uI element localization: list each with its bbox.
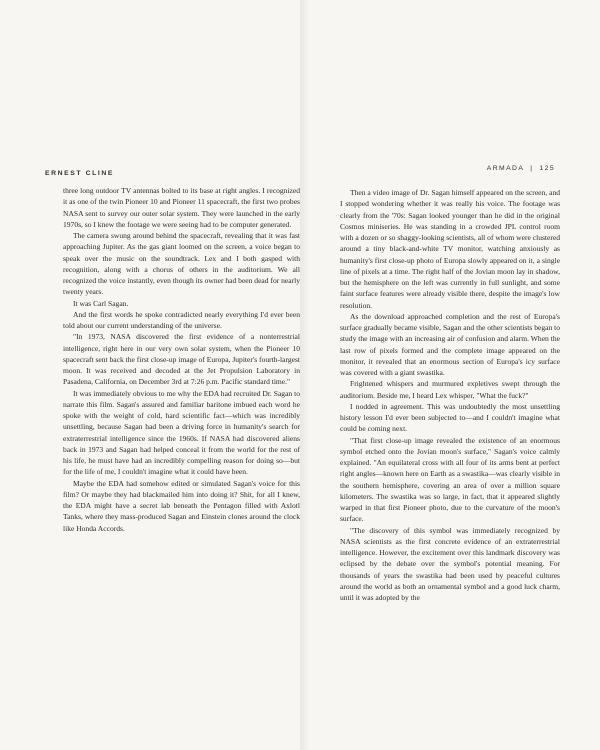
paragraph: And the first words he spoke contradicted nearly everything I'd ever been told about our current understanding of the universe. (63, 309, 300, 330)
book-title: ARMADA (486, 165, 525, 172)
paragraph: The camera swung around behind the spacecraft, revealing that it was fast approaching Jupiter. As the gas giant loomed on the screen, a voice began to speak over the music on the soundtrack. Lex and I both gasped with recognition, along with a chorus of others in the auditorium. We all recognized the voice instantly, even though its owner had been dead for nearly twenty years. (63, 231, 300, 297)
left-page-text (63, 185, 300, 534)
paragraph: Then a video image of Dr. Sagan himself appeared on the screen, and I stopped wondering whether it was really his voice. The footage was clearly from the '70s: Sagan looked younger than he did in the original Cosmos miniseries. He was standing in a crowded JPL control room with a dozen or so shaggy-looking scientists, all of whom were clustered around a tiny black-and-white TV monitor, watching anxiously as humanity's first close-up photo of Europa slowly appeared on it, a single line of pixels at a time. The right half of the Jovian moon lay in shadow, but the hemisphere on the left was currently in full sunlight, and some faint surface features were already visible there, despite the image's low resolution. (340, 188, 560, 310)
paragraph: As the download approached completion and the rest of Europa's surface gradually became visible, Sagan and the other scientists began to study the image with an increasing air of confusion and alarm. When the last row of pixels formed and the complete image appeared on the monitor, it revealed that an enormous section of Europa's icy surface was covered with a giant swastika. (340, 311, 560, 377)
paragraph: It was Carl Sagan. (73, 298, 129, 308)
paragraph: "The discovery of this symbol was immediately recognized by NASA scientists as the first concrete evidence of an extraterrestrial intelligence. However, the excitement over this landmark discovery was eclipsed by the debate over the symbol's potential meaning. For thousands of years the swastika had been used by peaceful cultures around the world as both an ornamental symbol and a good luck charm, until it was adopted by the (340, 525, 560, 602)
paragraph: It was immediately obvious to me why the EDA had recruited Dr. Sagan to narrate this film. Sagan's assured and familiar baritone imbued each word he spoke with the weight of cold, hard scientific fact—which was incredibly unsettling, because Sagan had been a driving force in humanity's search for extraterrestrial intelligence since the 1960s. If NASA had discovered aliens back in 1973 and Sagan had helped conceal it from the world for the rest of his life, he must have had an incredibly compelling reason for doing so—but for the life of me, I couldn't imagine what it could have been. (63, 388, 300, 477)
page-number: 125 (539, 165, 555, 172)
paragraph: I nodded in agreement. This was undoubtedly the most unsettling history lesson I'd ever been subjected to—and I couldn't imagine what could be coming next. (340, 401, 560, 434)
right-page-text (340, 187, 560, 603)
running-head-author: ERNEST CLINE (45, 170, 115, 177)
paragraph: Maybe the EDA had somehow edited or simulated Sagan's voice for this film? Or maybe they had blackmailed him into doing it? Shit, for all I knew, the EDA might have a secret lab beneath the Pentagon filled with Axlotl Tanks, where they mass-produced Sagan and Einstein clones around the clock like Honda Accords. (63, 478, 300, 533)
paragraph: "That first close-up image revealed the existence of an enormous symbol etched onto the Jovian moon's surface," Sagan's voice calmly explained. "An equilateral cross with all four of its arms bent at perfect right angles—known here on Earth as a swastika—was clearly visible in the southern hemisphere, covering an area of over a million square kilometers. The swastika was so large, in fact, that it appeared slightly warped in that first Pioneer photo, due to the curvature of the moon's surface. (340, 435, 560, 524)
book-gutter (300, 0, 310, 750)
paragraph: Frightened whispers and murmured expletives swept through the auditorium. Beside me, I heard Lex whisper, "What the fuck?" (340, 379, 560, 400)
running-head-title-and-page (487, 165, 555, 172)
header-separator: | (530, 165, 534, 172)
paragraph: three long outdoor TV antennas bolted to its base at right angles. I recognized it as one of the twin Pioneer 10 and Pioneer 11 spacecraft, the first two probes NASA sent to survey our outer solar system. They were launched in the early 1970s, so I knew the footage we were seeing had to be computer generated. (63, 186, 300, 229)
paragraph: "In 1973, NASA discovered the first evidence of a nonterrestrial intelligence, right here in our very own solar system, when the Pioneer 10 spacecraft sent back the first close-up image of Europa, Jupiter's fourth-largest moon. It was received and decoded at the Jet Propulsion Laboratory in Pasadena, California, on December 3rd at 7:26 p.m. Pacific standard time." (63, 332, 300, 387)
